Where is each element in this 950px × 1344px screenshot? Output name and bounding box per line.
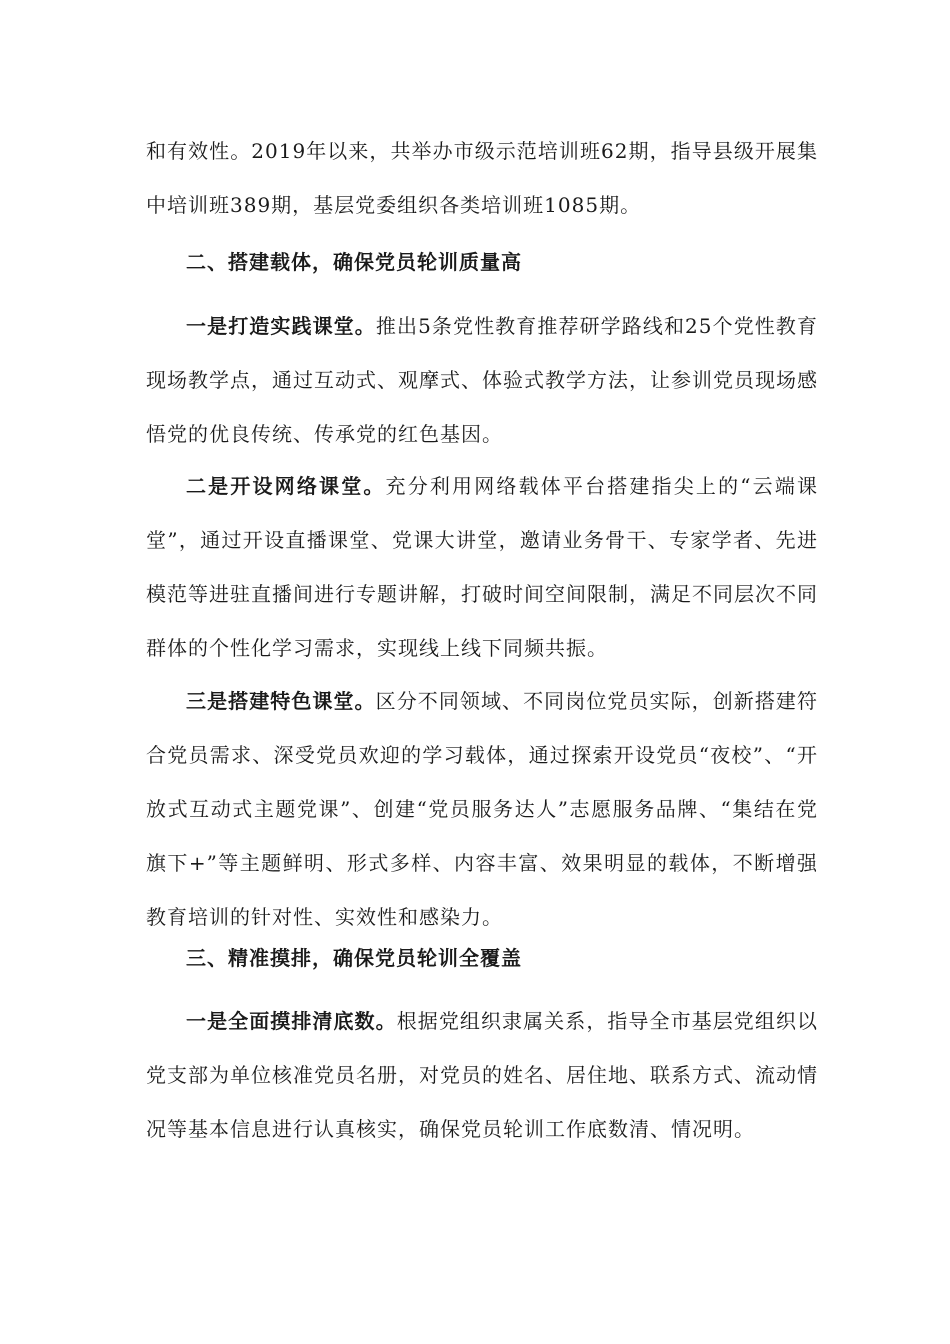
section-heading-3: 三、精准摸排，确保党员轮训全覆盖	[186, 946, 522, 970]
paragraph-lead: 一是全面摸排清底数。	[186, 1009, 397, 1033]
paragraph-full-survey	[146, 994, 818, 1156]
paragraph-online-classroom	[146, 459, 818, 675]
paragraph-lead: 三是搭建特色课堂。	[186, 689, 376, 713]
paragraph-lead: 二是开设网络课堂。	[186, 474, 386, 498]
paragraph-text: 充分利用网络载体平台搭建指尖上的“云端课堂”，通过开设直播课堂、党课大讲堂，邀请业务骨干、专家学者、先进模范等进驻直播间进行专题讲解，打破时间空间限制，满足不同层次不同群体的个性化学习需求，实现线上线下同频共振。	[146, 474, 819, 660]
paragraph-lead: 一是打造实践课堂。	[186, 314, 376, 338]
paragraph-featured-classroom	[146, 674, 818, 944]
paragraph-text: 和有效性。2019年以来，共举办市级示范培训班62期，指导县级开展集中培训班389期，基层党委组织各类培训班1085期。	[146, 139, 818, 217]
paragraph-continuation	[146, 124, 818, 232]
paragraph-text: 根据党组织隶属关系，指导全市基层党组织以党支部为单位核准党员名册，对党员的姓名、居住地、联系方式、流动情况等基本信息进行认真核实，确保党员轮训工作底数清、情况明。	[146, 1009, 819, 1141]
paragraph-text: 区分不同领域、不同岗位党员实际，创新搭建符合党员需求、深受党员欢迎的学习载体，通过探索开设党员“夜校”、“开放式互动式主题党课”、创建“党员服务达人”志愿服务品牌、“集结在党旗下+”等主题鲜明、形式多样、内容丰富、效果明显的载体，不断增强教育培训的针对性、实效性和感染力。	[146, 689, 819, 929]
paragraph-practice-classroom	[146, 299, 818, 461]
paragraph-text: 推出5条党性教育推荐研学路线和25个党性教育现场教学点，通过互动式、观摩式、体验式教学方法，让参训党员现场感悟党的优良传统、传承党的红色基因。	[146, 314, 818, 446]
section-heading-2: 二、搭建载体，确保党员轮训质量高	[186, 250, 522, 274]
